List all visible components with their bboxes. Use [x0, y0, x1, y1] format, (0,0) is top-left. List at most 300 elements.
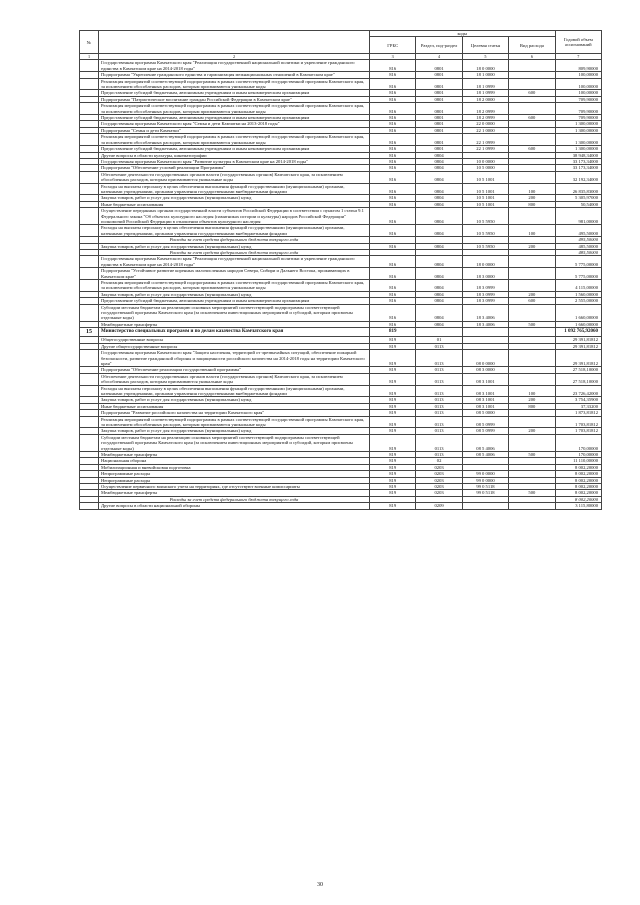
table-row	[80, 183, 602, 195]
row-grbs: 819	[370, 434, 416, 451]
row-grbs: 816	[370, 225, 416, 237]
row-grbs: 816	[370, 146, 416, 152]
row-vid	[509, 416, 555, 428]
row-grbs: 819	[370, 403, 416, 409]
row-name: Другие вопросы в области национальной обороны	[99, 503, 370, 509]
row-name: Субсидии местным бюджетам на реализацию основных мероприятий соответствующей подпрограммы соответствующей государственной программы Камчатского края (за исключением инвестиционных мероприятий и субсидий, которым присвоены отдельные коды)	[99, 434, 370, 451]
row-vid	[509, 78, 555, 90]
row-vid	[509, 60, 555, 72]
row-grbs: 819	[370, 397, 416, 403]
row-vid	[509, 373, 555, 385]
row-razdel: 0804	[416, 243, 462, 249]
row-name: Подпрограмма "Развитие российского казачества на территории Камчатского края"	[99, 410, 370, 416]
row-cel: 18 1 0000	[462, 72, 508, 78]
row-number	[80, 373, 99, 385]
row-sum: 50,54000	[555, 201, 601, 207]
row-sum: 8 002,20000	[555, 477, 601, 483]
row-sum: 11 110,00000	[555, 458, 601, 464]
row-vid	[509, 503, 555, 509]
row-cel: 08 3 1001	[462, 373, 508, 385]
row-cel: 18 2 0000	[462, 96, 508, 102]
row-grbs: 819	[370, 343, 416, 349]
row-grbs: 816	[370, 121, 416, 127]
row-vid	[509, 434, 555, 451]
row-razdel: 0804	[416, 195, 462, 201]
row-name: Государственная программа Камчатского края "Семья и дети Камчатки на 2013-2018 годы"	[99, 121, 370, 127]
table-row	[80, 350, 602, 367]
row-number	[80, 60, 99, 72]
row-name: Обеспечение деятельности государственных органов власти (государственных органов) Камчатского края, за исключением обособленных расходов, которым присваиваются уникальные коды	[99, 171, 370, 183]
row-razdel: 0804	[416, 158, 462, 164]
row-razdel: 0804	[416, 304, 462, 321]
row-number	[80, 416, 99, 428]
header-index: 7	[555, 54, 601, 60]
row-name: Общегосударственные вопросы	[99, 337, 370, 343]
table-row	[80, 268, 602, 280]
row-name: Расходы за счет средств федерального бюджета текущего года	[99, 237, 370, 243]
row-razdel: 0801	[416, 121, 462, 127]
row-grbs: 819	[370, 471, 416, 477]
row-cel: 10 5 5950	[462, 225, 508, 237]
row-sum: 1 660,00000	[555, 321, 601, 327]
row-name: Межбюджетные трансферты	[99, 321, 370, 327]
row-name: Иные бюджетные ассигнования	[99, 403, 370, 409]
table-row	[80, 134, 602, 146]
row-razdel: 0203	[416, 471, 462, 477]
row-grbs: 816	[370, 96, 416, 102]
row-grbs: 816	[370, 280, 416, 292]
table-row	[80, 103, 602, 115]
row-grbs: 816	[370, 201, 416, 207]
row-cel: 10 5 5950	[462, 243, 508, 249]
row-sum: 23 726,42000	[555, 385, 601, 397]
row-cel: 18 0 0000	[462, 60, 508, 72]
row-sum: 33 173,34000	[555, 158, 601, 164]
row-sum: 8 002,20000	[555, 464, 601, 470]
row-vid: 200	[509, 243, 555, 249]
row-number	[80, 350, 99, 367]
row-grbs: 816	[370, 171, 416, 183]
row-cel: 18 3 4006	[462, 321, 508, 327]
row-name: Расходы на выплаты персоналу в целях обеспечения выполнения функций государственными (муниципальными) органами, казенными учреждениями, органами управления государственными внебюджетными фондами	[99, 225, 370, 237]
row-grbs: 819	[370, 367, 416, 373]
row-sum: 1 703,81812	[555, 416, 601, 428]
row-sum: 495,50000	[555, 237, 601, 243]
row-grbs: 819	[370, 458, 416, 464]
row-razdel: 0801	[416, 146, 462, 152]
row-vid: 800	[509, 403, 555, 409]
row-grbs: 819	[370, 428, 416, 434]
row-name: Другие общегосударственные вопросы	[99, 343, 370, 349]
row-name: Осуществление переданных органам государственной власти субъектов Российской Федерации в соответствии с пунктом 1 статьи 9.1 Федерального закона "Об объектах культурного наследия (памятниках истории и культуры) народов Российской Федерации" полномочий Российской Федерации в отношении объектов культурного наследия	[99, 208, 370, 225]
row-number	[80, 280, 99, 292]
row-razdel: 01	[416, 337, 462, 343]
row-grbs: 816	[370, 72, 416, 78]
header-index: 5	[462, 54, 508, 60]
header-grbs: ГРБС	[370, 37, 416, 54]
row-number	[80, 225, 99, 237]
row-name: Закупка товаров, работ и услуг для государственных (муниципальных) нужд	[99, 243, 370, 249]
row-grbs: 816	[370, 291, 416, 297]
row-razdel: 0801	[416, 127, 462, 133]
header-index: 6	[509, 54, 555, 60]
row-number	[80, 78, 99, 90]
row-razdel: 0804	[416, 291, 462, 297]
header-num: №	[80, 31, 99, 54]
row-grbs: 819	[370, 337, 416, 343]
row-grbs: 816	[370, 60, 416, 72]
row-name: Реализация мероприятий соответствующей подпрограммы в рамках соответствующей государственной программы Камчатского края, за исключением обособленных расходов, которым присваиваются уникальные коды	[99, 78, 370, 90]
row-razdel: 0203	[416, 477, 462, 483]
row-vid	[509, 304, 555, 321]
row-vid: 100	[509, 385, 555, 397]
row-cel: 18 3 0999	[462, 291, 508, 297]
row-cel: 99 0 0000	[462, 471, 508, 477]
row-number	[80, 385, 99, 397]
row-sum: 27 518,10000	[555, 367, 601, 373]
row-sum: 100,00000	[555, 78, 601, 90]
table-row	[80, 78, 602, 90]
row-name: Подпрограмма "Устойчивое развитие коренных малочисленных народов Севера, Сибири и Дальнего Востока, проживающих в Камчатском крае"	[99, 268, 370, 280]
budget-table-sheet	[79, 30, 602, 510]
row-vid	[509, 103, 555, 115]
row-grbs: 816	[370, 90, 416, 96]
row-sum: 1 300,00000	[555, 121, 601, 127]
row-sum: 8 002,20000	[555, 471, 601, 477]
row-vid	[509, 280, 555, 292]
row-sum: 8 002,20000	[555, 490, 601, 496]
row-sum: 1 300,00000	[555, 127, 601, 133]
table-row	[80, 416, 602, 428]
row-vid	[509, 171, 555, 183]
row-name: Непрограммные расходы	[99, 477, 370, 483]
row-name: Закупка товаров, работ и услуг для государственных (муниципальных) нужд	[99, 428, 370, 434]
row-razdel: 0113	[416, 385, 462, 397]
row-sum: 981,00000	[555, 208, 601, 225]
row-sum: 1 873,81812	[555, 410, 601, 416]
row-razdel: 0801	[416, 103, 462, 115]
row-sum: 3 115,80000	[555, 503, 601, 509]
row-cel: 18 2 0999	[462, 103, 508, 115]
row-name: Государственная программа Камчатского края "Защита населения, территорий от чрезвычайных ситуаций, обеспечение пожарной безопасности, развитие гражданской обороны и защищенности российского казачества на 2014-2018 годы на территории Камчатского края"	[99, 350, 370, 367]
row-vid	[509, 208, 555, 225]
row-grbs: 816	[370, 115, 416, 121]
row-sum: 5 305,97000	[555, 195, 601, 201]
row-razdel: 0804	[416, 225, 462, 237]
row-sum: 809,90000	[555, 60, 601, 72]
row-vid: 500	[509, 452, 555, 458]
table-row	[80, 434, 602, 451]
row-grbs: 819	[370, 410, 416, 416]
row-cel: 18 1 0999	[462, 78, 508, 90]
header-razdel: Раздел, под-раздел	[416, 37, 462, 54]
header-sum: Годовой объем ассигнований	[555, 31, 601, 54]
row-name: Закупка товаров, работ и услуг для государственных (муниципальных) нужд	[99, 291, 370, 297]
row-sum: 709,90000	[555, 96, 601, 102]
row-cel	[462, 328, 508, 337]
row-sum: 37,33200	[555, 403, 601, 409]
row-razdel: 0804	[416, 280, 462, 292]
row-name: Предоставление субсидий бюджетным, автономным учреждениям и иным некоммерческим организациям	[99, 115, 370, 121]
header-index: 3	[370, 54, 416, 60]
row-grbs: 819	[370, 350, 416, 367]
row-cel: 10 5 1001	[462, 171, 508, 183]
row-cel: 10 0 0000	[462, 158, 508, 164]
row-razdel: 0801	[416, 134, 462, 146]
table-row	[80, 373, 602, 385]
row-vid: 500	[509, 321, 555, 327]
table-row	[80, 208, 602, 225]
row-razdel: 0801	[416, 115, 462, 121]
table-row	[80, 171, 602, 183]
header-codes: коды	[370, 31, 556, 37]
row-grbs: 816	[370, 103, 416, 115]
header-index: 1	[80, 54, 99, 60]
budget-table	[79, 30, 602, 510]
row-razdel: 0113	[416, 397, 462, 403]
row-cel: 18 3 0000	[462, 268, 508, 280]
row-number	[80, 304, 99, 321]
row-sum: 29 391,81812	[555, 337, 601, 343]
row-cel: 10 5 1001	[462, 201, 508, 207]
row-grbs: 816	[370, 304, 416, 321]
row-cel: 18 2 0999	[462, 115, 508, 121]
row-grbs: 816	[370, 127, 416, 133]
row-number	[80, 256, 99, 268]
row-cel: 08 5 0000	[462, 410, 508, 416]
row-name: Национальная оборона	[99, 458, 370, 464]
row-name: Подпрограмма "Семья и дети Камчатки"	[99, 127, 370, 133]
row-name: Реализация мероприятий соответствующей подпрограммы в рамках соответствующей государственной программы Камчатского края, за исключением обособленных расходов, которым присваиваются уникальные коды	[99, 416, 370, 428]
row-razdel: 0113	[416, 403, 462, 409]
row-razdel: 0804	[416, 201, 462, 207]
row-razdel: 0804	[416, 256, 462, 268]
row-number	[80, 434, 99, 451]
row-razdel: 0113	[416, 452, 462, 458]
row-sum: 29 391,81812	[555, 350, 601, 367]
row-sum: 170,00000	[555, 434, 601, 451]
section-row	[80, 328, 602, 337]
row-vid: 100	[509, 183, 555, 195]
header-index: 4	[416, 54, 462, 60]
row-number	[80, 134, 99, 146]
row-sum: 26 835,83000	[555, 183, 601, 195]
row-razdel: 0801	[416, 60, 462, 72]
row-sum: 5 775,00000	[555, 268, 601, 280]
row-name: Реализация мероприятий соответствующей подпрограммы в рамках соответствующей государственной программы Камчатского края, за исключением обособленных расходов, которым присваиваются уникальные коды	[99, 280, 370, 292]
row-cel: 10 5 1001	[462, 183, 508, 195]
row-cel: 99 0 5118	[462, 484, 508, 490]
row-cel: 18 3 4006	[462, 304, 508, 321]
row-vid: 200	[509, 397, 555, 403]
row-name: Другие вопросы в области культуры, кинематографии	[99, 152, 370, 158]
row-sum: 100,00000	[555, 72, 601, 78]
table-row	[80, 256, 602, 268]
row-name: Непрограммные расходы	[99, 471, 370, 477]
row-grbs: 816	[370, 78, 416, 90]
row-grbs: 816	[370, 152, 416, 158]
row-sum: 1 300,00000	[555, 146, 601, 152]
row-razdel: 0801	[416, 72, 462, 78]
row-razdel: 0804	[416, 298, 462, 304]
row-cel: 22 0 0000	[462, 121, 508, 127]
row-cel: 18 0 0000	[462, 256, 508, 268]
row-sum: 4 115,00000	[555, 280, 601, 292]
row-cel: 22 1 0999	[462, 134, 508, 146]
row-sum: 485,50000	[555, 250, 601, 256]
row-grbs: 819	[370, 373, 416, 385]
row-sum: 32 192,34000	[555, 171, 601, 183]
row-name: Межбюджетные трансферты	[99, 452, 370, 458]
row-razdel: 0804	[416, 321, 462, 327]
row-name: Подпрограмма "Укрепление гражданского единства и гармонизация межнациональных отношений в Камчатском крае"	[99, 72, 370, 78]
row-cel: 08 3 1001	[462, 403, 508, 409]
row-vid	[509, 134, 555, 146]
row-name: Государственная программа Камчатского края "Реализация государственной национальной политики и укрепление гражданского единства в Камчатском крае на 2014-2018 годы"	[99, 256, 370, 268]
row-number	[80, 503, 99, 509]
row-vid: 600	[509, 115, 555, 121]
row-razdel: 0804	[416, 208, 462, 225]
row-name: Межбюджетные трансферты	[99, 490, 370, 496]
row-sum: 100,00000	[555, 90, 601, 96]
row-grbs: 816	[370, 256, 416, 268]
row-sum: 170,00000	[555, 452, 601, 458]
row-grbs: 819	[370, 416, 416, 428]
row-vid: 200	[509, 195, 555, 201]
row-grbs: 816	[370, 195, 416, 201]
table-row	[80, 225, 602, 237]
row-razdel: 0113	[416, 410, 462, 416]
row-vid: 600	[509, 146, 555, 152]
row-sum: 38 948,34000	[555, 152, 601, 158]
row-vid	[509, 350, 555, 367]
row-razdel: 0113	[416, 373, 462, 385]
row-sum: 27 518,10000	[555, 373, 601, 385]
row-sum: 485,50000	[555, 243, 601, 249]
row-name: Подпрограмма "Обеспечение условий реализации Программы"	[99, 165, 370, 171]
row-name: Расходы на выплаты персоналу в целях обеспечения выполнения функций государственными (муниципальными) органами, казенными учреждениями, органами управления государственными внебюджетными фондами	[99, 385, 370, 397]
row-name: Закупка товаров, работ и услуг для государственных (муниципальных) нужд	[99, 195, 370, 201]
row-grbs: 819	[370, 452, 416, 458]
row-name: Мобилизационная и вневойсковая подготовка	[99, 464, 370, 470]
row-name: Реализация мероприятий соответствующей подпрограммы в рамках соответствующей государственной программы Камчатского края, за исключением обособленных расходов, которым присваиваются уникальные коды	[99, 134, 370, 146]
row-grbs: 816	[370, 165, 416, 171]
row-grbs: 816	[370, 321, 416, 327]
row-sum: 1 092 765,92060	[555, 328, 601, 337]
row-sum: 5 775,00000	[555, 256, 601, 268]
row-sum: 8 002,20000	[555, 496, 601, 502]
row-name: Расходы на выплаты персоналу в целях обеспечения выполнения функций государственными (муниципальными) органами, казенными учреждениями, органами управления государственными внебюджетными фондами	[99, 183, 370, 195]
row-razdel: 0113	[416, 434, 462, 451]
row-name: Осуществление первичного воинского учета на территориях, где отсутствуют военные комиссариаты	[99, 484, 370, 490]
table-row	[80, 385, 602, 397]
row-name: Предоставление субсидий бюджетным, автономным учреждениям и иным некоммерческим организациям	[99, 90, 370, 96]
row-grbs: 819	[370, 464, 416, 470]
row-sum: 1 300,00000	[555, 134, 601, 146]
row-razdel: 0209	[416, 503, 462, 509]
row-razdel: 0804	[416, 268, 462, 280]
row-sum: 3 754,35900	[555, 397, 601, 403]
table-row	[80, 304, 602, 321]
row-vid: 100	[509, 225, 555, 237]
row-grbs: 819	[370, 385, 416, 397]
row-vid: 200	[509, 291, 555, 297]
row-grbs: 819	[370, 484, 416, 490]
row-razdel: 0801	[416, 96, 462, 102]
row-razdel: 0113	[416, 428, 462, 434]
row-razdel: 0804	[416, 165, 462, 171]
page-number: 30	[317, 882, 323, 888]
row-sum: 1 560,00000	[555, 291, 601, 297]
row-razdel: 0804	[416, 183, 462, 195]
row-name: Закупка товаров, работ и услуг для государственных (муниципальных) нужд	[99, 397, 370, 403]
row-cel: 10 5 1001	[462, 195, 508, 201]
row-cel: 08 5 4006	[462, 434, 508, 451]
row-grbs: 819	[370, 490, 416, 496]
row-razdel: 0804	[416, 171, 462, 183]
row-vid: 600	[509, 298, 555, 304]
row-cel: 18 1 0999	[462, 90, 508, 96]
row-name: Реализация мероприятий соответствующей подпрограммы в рамках соответствующей государственной программы Камчатского края, за исключением обособленных расходов, которым присваиваются уникальные коды	[99, 103, 370, 115]
row-vid: 200	[509, 428, 555, 434]
table-row	[80, 60, 602, 72]
row-sum: 2 555,00000	[555, 298, 601, 304]
row-cel: 08 0 0000	[462, 350, 508, 367]
row-cel: 10 5 0000	[462, 165, 508, 171]
row-cel: 22 1 0999	[462, 146, 508, 152]
row-sum: 709,90000	[555, 115, 601, 121]
row-grbs: 816	[370, 243, 416, 249]
row-name: Министерство специальных программ и по делам казачества Камчатского края	[99, 328, 370, 337]
row-name: Иные бюджетные ассигнования	[99, 201, 370, 207]
row-grbs: 816	[370, 298, 416, 304]
row-cel: 99 0 5118	[462, 490, 508, 496]
row-sum: 495,50000	[555, 225, 601, 237]
row-cel: 08 5 0999	[462, 428, 508, 434]
row-cel: 99 0 0000	[462, 477, 508, 483]
row-razdel: 0113	[416, 350, 462, 367]
row-razdel: 0203	[416, 484, 462, 490]
table-body	[80, 60, 602, 509]
header-cel: Целевая статья	[462, 37, 508, 54]
row-cel: 10 5 5950	[462, 208, 508, 225]
row-grbs: 816	[370, 158, 416, 164]
table-row	[80, 280, 602, 292]
row-vid	[509, 268, 555, 280]
row-name: Подпрограмма "Обеспечение реализации государственной программы"	[99, 367, 370, 373]
row-razdel	[416, 328, 462, 337]
row-vid: 500	[509, 490, 555, 496]
row-sum: 1 703,81812	[555, 428, 601, 434]
row-number	[80, 268, 99, 280]
row-number	[80, 183, 99, 195]
row-name: Субсидии местным бюджетам на реализацию основных мероприятий соответствующей подпрограммы соответствующей государственной программы Камчатского края (за исключением инвестиционных мероприятий и субсидий, которым присвоены отдельные коды)	[99, 304, 370, 321]
row-cel: 08 5 0999	[462, 416, 508, 428]
row-sum: 33 173,34000	[555, 165, 601, 171]
row-grbs: 819	[370, 503, 416, 509]
row-name: Обеспечение деятельности государственных органов власти (государственных органов) Камчатского края, за исключением обособленных расходов, которым присваиваются уникальные коды	[99, 373, 370, 385]
row-razdel: 0801	[416, 78, 462, 90]
row-razdel: 02	[416, 458, 462, 464]
row-razdel: 0113	[416, 416, 462, 428]
row-number	[80, 171, 99, 183]
row-razdel: 0113	[416, 343, 462, 349]
row-cel: 08 3 0000	[462, 367, 508, 373]
row-name: Подпрограмма "Патриотическое воспитание граждан Российской Федерации в Камчатском крае"	[99, 96, 370, 102]
row-sum: 709,90000	[555, 103, 601, 115]
row-grbs: 816	[370, 208, 416, 225]
row-vid	[509, 256, 555, 268]
